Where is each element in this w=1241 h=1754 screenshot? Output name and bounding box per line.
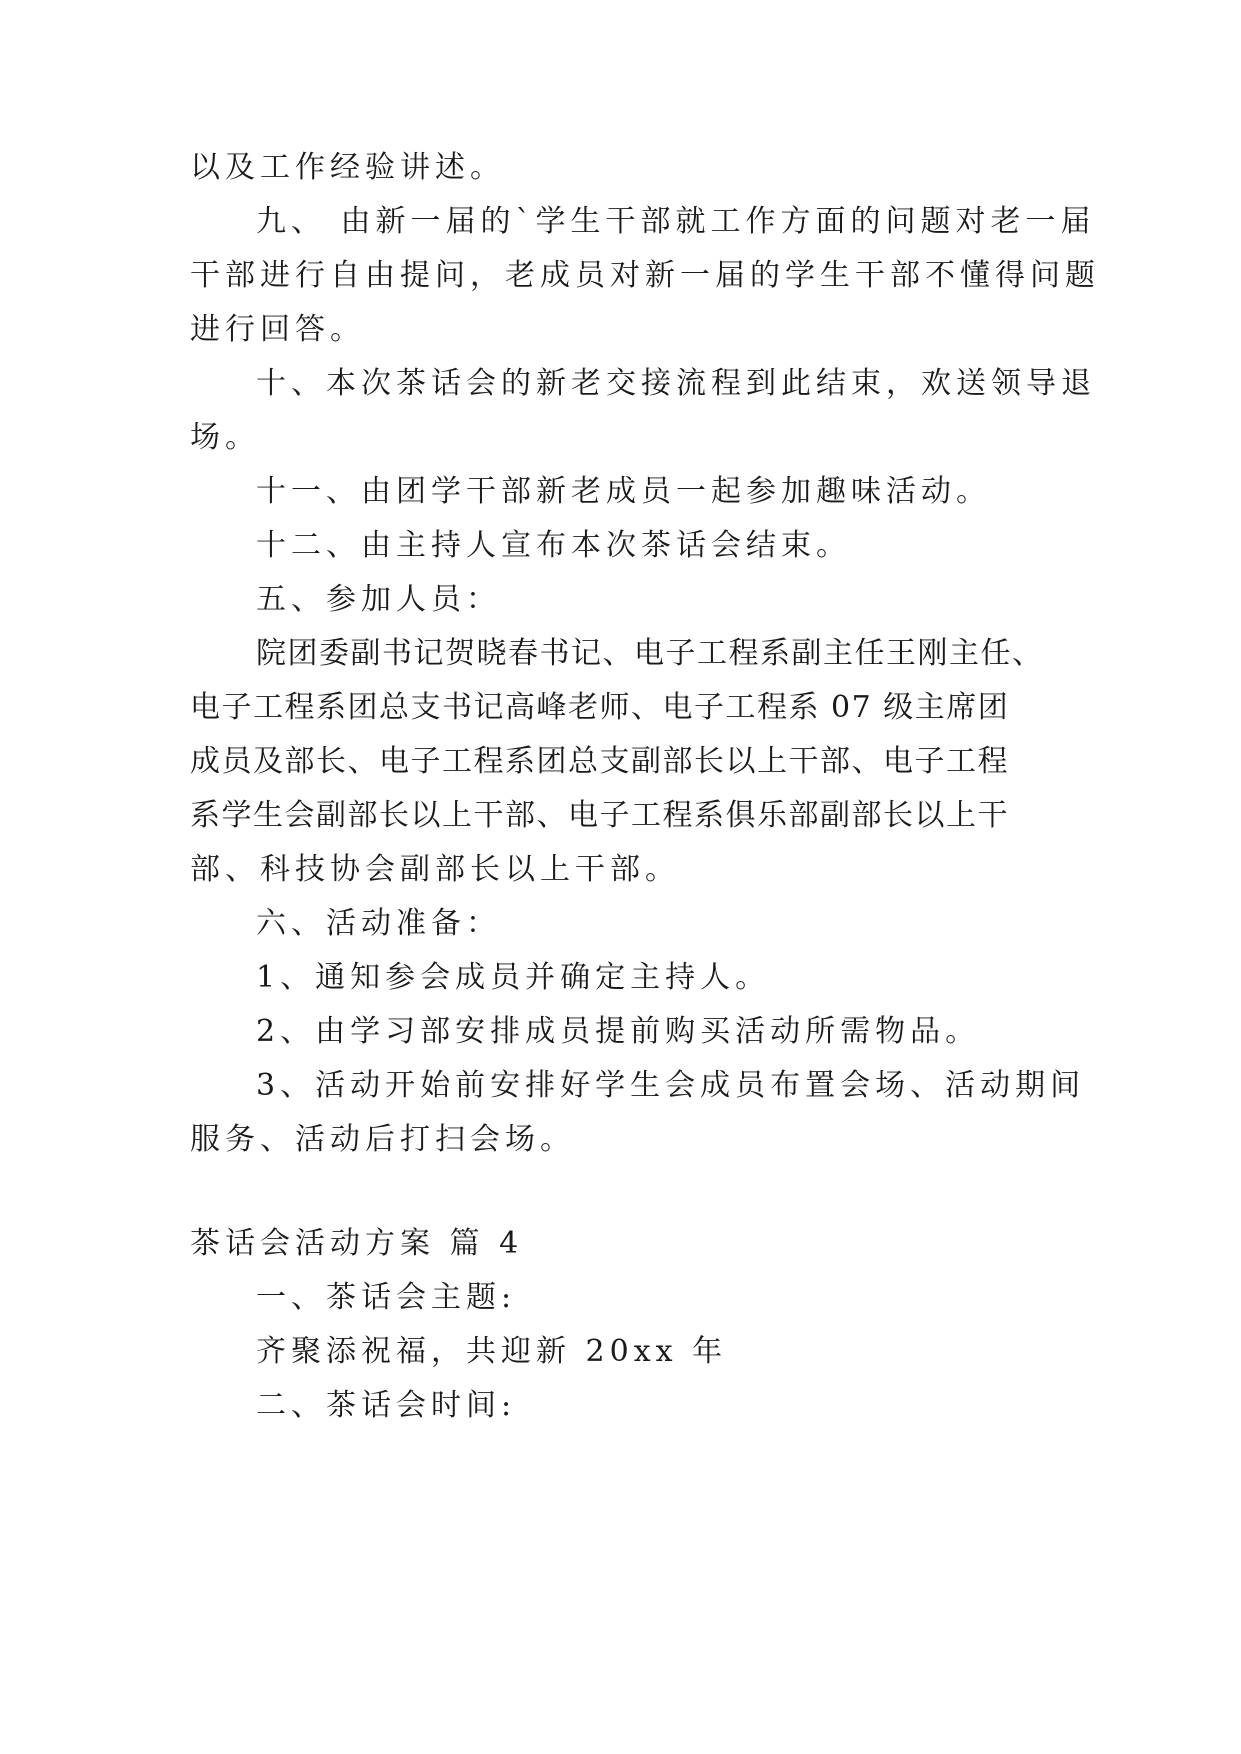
paragraph-line: 十二、由主持人宣布本次茶话会结束。 [256,528,851,563]
paragraph-line: 部、科技协会副部长以上干部。 [190,852,680,887]
paragraph-line: 场。 [190,420,260,455]
list-item: 3、活动开始前安排好学生会成员布置会场、活动期间 [256,1068,1086,1103]
paragraph-line: 以及工作经验讲述。 [190,150,505,185]
paragraph-line: 服务、活动后打扫会场。 [190,1122,575,1157]
section-heading: 一、茶话会主题: [256,1280,517,1315]
section-heading: 五、参加人员： [256,582,501,617]
paragraph-line: 成员及部长、电子工程系团总支副部长以上干部、电子工程 [190,744,1009,779]
paragraph-line: 齐聚添祝福，共迎新 20xx 年 [256,1334,728,1369]
document-title: 茶话会活动方案 篇 4 [190,1226,524,1261]
list-item: 1、通知参会成员并确定主持人。 [256,960,771,995]
paragraph-line: 十、本次茶话会的新老交接流程到此结束，欢送领导退 [256,366,1096,401]
paragraph-line: 进行回答。 [190,312,365,347]
paragraph-line: 九、 由新一届的`学生干部就工作方面的问题对老一届 [256,204,1096,239]
section-heading: 六、活动准备： [256,906,501,941]
paragraph-line: 十一、由团学干部新老成员一起参加趣味活动。 [256,474,991,509]
paragraph-line: 系学生会副部长以上干部、电子工程系俱乐部副部长以上干 [190,798,1009,833]
paragraph-line: 干部进行自由提问，老成员对新一届的学生干部不懂得问题 [190,258,1100,293]
paragraph-line: 院团委副书记贺晓春书记、电子工程系副主任王刚主任、 [256,636,1044,671]
paragraph-line: 电子工程系团总支书记高峰老师、电子工程系 07 级主席团 [190,690,1010,725]
section-heading: 二、茶话会时间: [256,1388,517,1423]
list-item: 2、由学习部安排成员提前购买活动所需物品。 [256,1014,981,1049]
